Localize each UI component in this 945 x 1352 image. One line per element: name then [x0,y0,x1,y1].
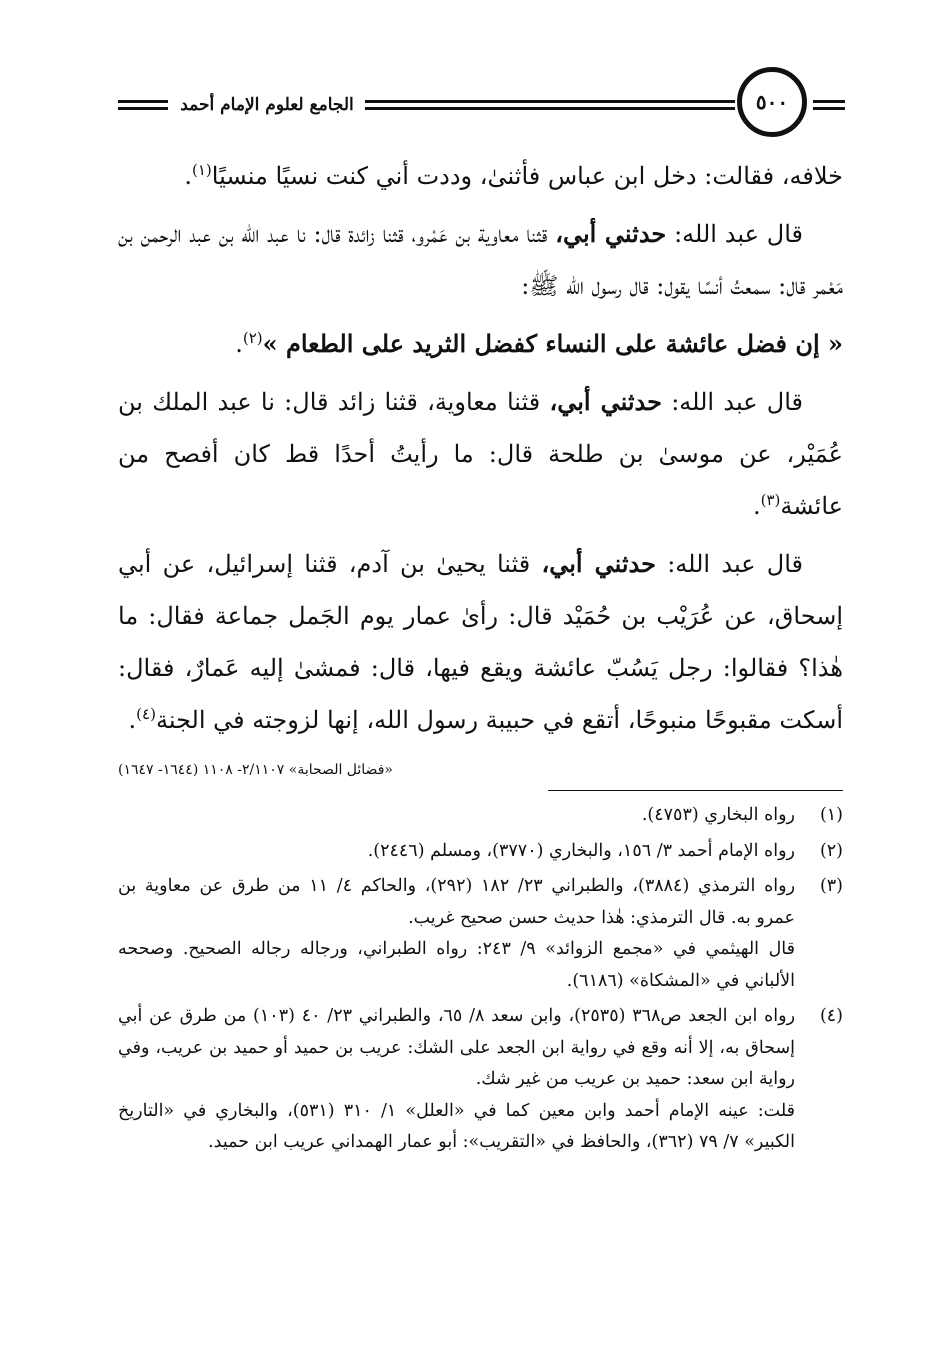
bold-phrase: حدثني أبي، [549,387,662,416]
paragraph: قال عبد الله: حدثني أبي، قثنا معاوية بن عَمْرو، قثنا زائدة قال: نا عبد الله بن عبد الرحمن بن مَعْمر قال: سمعتُ أنسًا يقول: قال رسول الله ﷺ: [118,219,843,300]
header-rule [813,100,845,103]
footnote-ref[interactable]: (٤) [136,705,156,723]
footnote-text: رواه الترمذي (٣٨٨٤)، والطبراني ٢٣/ ١٨٢ (٢٩٢)، والحاكم ٤/ ١١ من طرق عن معاوية بن عمرو به. قال الترمذي: هٰذا حديث حسن صحيح غريب. [118,876,796,928]
footnote-text: قال الهيثمي في «مجمع الزوائد» ٩/ ٢٤٣: رواه الطبراني، ورجاله رجاله الصحيح. وصححه الألباني في «المشكاة» (٦١٨٦). [118,939,795,991]
footnote-number: (٤) [819,1006,843,1026]
bold-phrase: حدثني أبي، [541,549,656,578]
source-citation: «فضائل الصحابة» ٢/١١٠٧- ١١٠٨ (١٦٤٤- ١٦٤٧) [118,762,393,778]
footnote [118,800,843,832]
footnote-text: قلت: عينه الإمام أحمد وابن معين كما في «العلل» ١/ ٣١٠ (٥٣١)، والبخاري في «التاريخ الكبير» ٧/ ٧٩ (٣٦٢)، والحافظ في «التقريب»: أبو عمار الهمداني عريب ابن حميد. [118,1100,795,1152]
footnote-ref[interactable]: (٣) [760,491,781,509]
footnote-number: (٣) [819,876,843,896]
header-title: الجامع لعلوم الإمام أحمد [180,95,354,115]
main-text [118,150,843,790]
running-header [0,55,945,165]
footnote-separator [548,790,843,791]
footnote-text: رواه الإمام أحمد ٣/ ١٥٦، والبخاري (٣٧٧٠)، ومسلم (٢٤٤٦). [367,840,795,861]
header-rule [118,100,168,103]
footnote-text: رواه ابن الجعد ص٣٦٨ (٢٥٣٥)، وابن سعد ٨/ ٦٥، والطبراني ٢٣/ ٤٠ (١٠٣) من طرق عن أبي إسحاق به، إلا أنه وقع في رواية ابن الجعد على الشك: عريب بن حميد أو حميد بن عريب، وفي رواية ابن سعد: حميد بن عريب من غير شك. [118,1006,796,1089]
hadith-quote: « إن فضل عائشة على النساء كفضل الثريد على الطعام »$^{(٢)}$. [235,329,843,358]
header-rule [118,107,168,110]
header-rule [813,107,845,110]
footnote-number: (٢) [819,840,843,861]
bold-phrase: حدثني أبي، [555,219,667,248]
footnote [118,871,843,997]
paragraph: قال عبد الله: حدثني أبي، قثنا يحيىٰ بن آدم، قثنا إسرائيل، عن أبي إسحاق، عن عُرَيْب بن حُمَيْد قال: رأىٰ عمار يوم الجَمل جماعة فقال: ما هٰذا؟ فقالوا: رجل يَسُبّ عائشة ويقع فيها، قال: فمشىٰ إليه عَمارٌ، فقال: أسكت مقبوحًا منبوحًا، أتقع في حبيبة رسول الله، إنها لزوجته في الجنة$^{(٤)}$. «فضائل الصحابة» ٢/١١٠٧- ١١٠٨ (١٦٤٤- ١٦٤٧) [118,538,843,746]
page-number: ٥٠٠ [755,90,789,114]
footnote-ref[interactable]: (٢) [242,329,263,347]
footnote-text: رواه البخاري (٤٧٥٣). [641,805,795,825]
paragraph: خلافه، فقالت: دخل ابن عباس فأثنىٰ، وددت أني كنت نسيًا منسيًا$^{(١)}$. [184,161,843,190]
footnote-number: (١) [819,805,843,825]
footnotes [118,800,843,1163]
footnote-ref[interactable]: (١) [192,161,212,179]
footnote [118,836,843,868]
page-number-badge [737,67,807,137]
footnote [118,1001,843,1159]
paragraph: قال عبد الله: حدثني أبي، قثنا معاوية، قثنا زائد قال: نا عبد الملك بن عُمَيْر، عن موسىٰ بن طلحة قال: ما رأيتُ أحدًا قط كان أفصح من عائشة$^{(٣)}$. [118,387,843,520]
header-rule [365,100,735,103]
header-rule [365,107,735,110]
